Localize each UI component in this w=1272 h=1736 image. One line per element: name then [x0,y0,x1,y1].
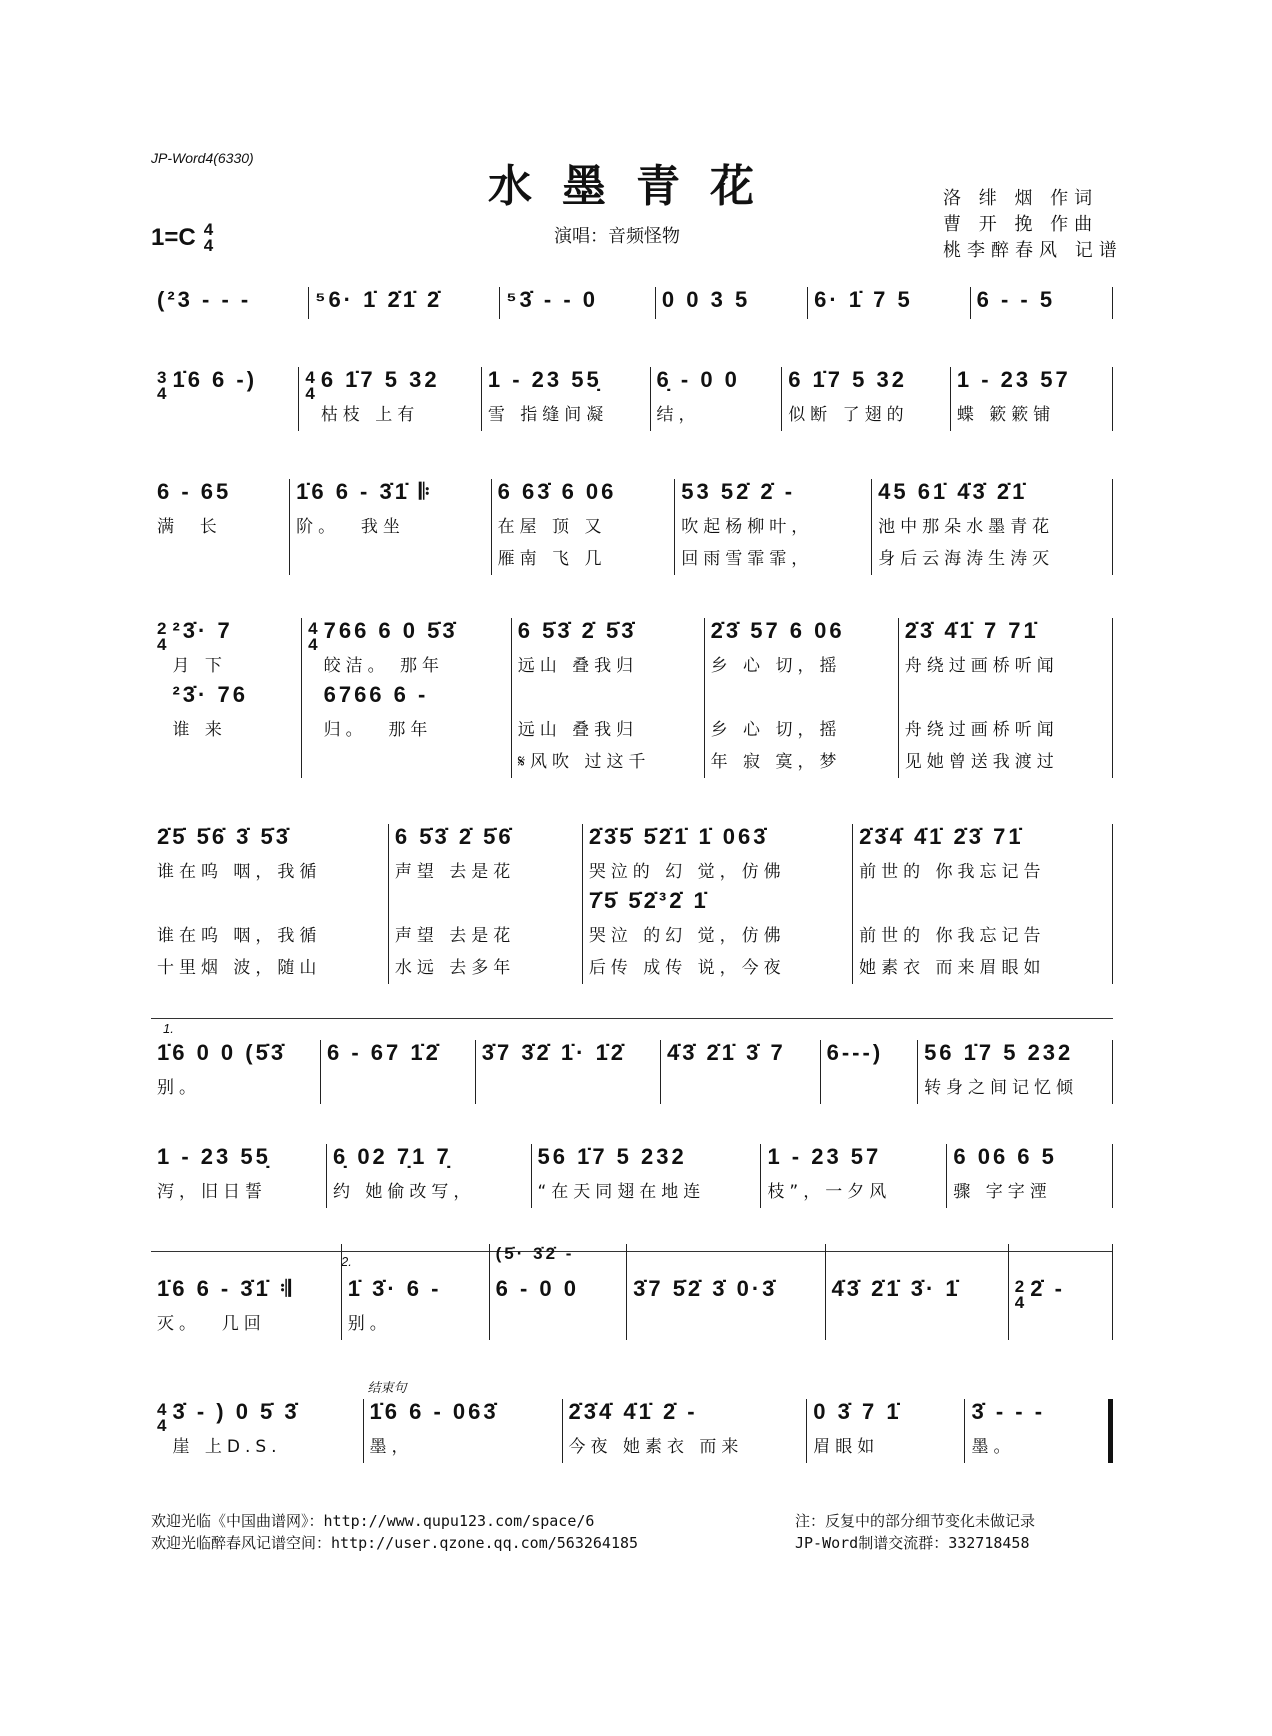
note-line: 1 - 23 57 [956,367,1071,392]
measure [321,1040,476,1104]
measure [705,618,899,778]
lyric-line: 水远 去多年 [394,958,516,978]
lyric-line: 乡 心 切，摇 [710,720,842,740]
note-line: 6 1̇7 5 32 [320,367,440,392]
lyric-line [157,543,283,575]
measure [965,1399,1112,1463]
note-line: ⁵6· 1̇ 2̇1̇ 2̇ [315,287,443,312]
note-line: 4̇3̇ 2̇1̇ 3̇ 7 [666,1040,786,1065]
note-line: 1̇6 6 - 3̇1̇ 𝄆 [296,479,433,504]
note-line: 6 - 0 0 [495,1276,579,1301]
score-row [151,618,1113,778]
lyric-line: 泻，旧日誓 [157,1182,267,1202]
time-top: 4 [203,220,214,239]
note-line: 56 1̇7 5 232 [924,1040,1074,1065]
measure [899,618,1113,778]
note-line: 53 52̇ 2̇ - [681,479,796,504]
lyric-line: 池中那朵水墨青花 [878,517,1055,537]
note-line [395,888,576,920]
note-line: 3̇ - - - [971,1399,1046,1424]
measure [512,618,705,778]
lyric-line: 乡 心 切，摇 [710,656,842,676]
measure [151,287,309,319]
lyric-line [324,746,505,778]
note-line: 2̇3̇ 57 6 06 [710,618,845,643]
measure [583,824,853,984]
measure [482,367,651,431]
lyric-line: 蝶 簌簌铺 [956,405,1056,425]
lyric-line [172,399,292,431]
note-line: 6 63̇ 6 06 [497,479,617,504]
time-signature-digit: 4 [308,619,318,638]
lyric-line: 雪 指缝间凝 [487,405,609,425]
time-signature-change [157,1402,166,1463]
time-signature-digit: 4 [157,635,167,654]
note-line: (²3 - - - [157,287,252,312]
measure [971,287,1113,319]
lyric-line: 崖 上D.S. [172,1437,282,1457]
measure [151,1244,342,1340]
measure [532,1144,762,1208]
note-line: 766 6 0 5̇3̇ [323,618,458,643]
note-line: 6 - 67 1̇2̇ [326,1040,441,1065]
note-line [348,1244,483,1276]
footer-note: 注：反复中的部分细节变化未做记录 [795,1512,1036,1530]
time-signature-change [157,621,166,778]
measure [947,1144,1113,1208]
lyric-line: 月 下 [172,656,227,676]
lyric-line: 舟绕过画桥听闻 [904,720,1059,740]
lyric-line: 结， [656,405,701,425]
note-line [157,1244,335,1276]
lyric-line: 见她曾送我渡过 [904,752,1059,772]
measure [151,1144,327,1208]
measure [151,1399,364,1463]
footer-link-1: 欢迎光临《中国曲谱网》：http://www.qupu123.com/space/6 [151,1512,595,1530]
lyric-line: “在天同翅在地连 [537,1182,706,1202]
lyric-line: 枝”，一夕风 [767,1182,892,1202]
measure [807,1399,965,1463]
note-line: 1 - 23 57 [767,1144,882,1169]
note-line: 45 61̇ 4̇3̇ 2̇1̇ [878,479,1028,504]
note-line: 6 - 65 [157,479,232,504]
note-line [905,682,1106,714]
note-line [711,682,892,714]
measure [327,1144,532,1208]
software-version: JP-Word4(6330) [151,150,254,166]
lyric-line [296,543,485,575]
time-signature-change [157,370,166,431]
note-line: 1̇6 6 - 063̇ [369,1399,499,1424]
note-line: 2̇3̇4̇ 4̇1̇ 2̇3̇ 71̇ [859,824,1024,849]
measure [500,287,656,319]
lyric-line: 回雨雪霏霏， [681,549,814,569]
lyric-line: 枯枝 上有 [320,405,420,425]
measure [808,287,971,319]
lyric-line: 吹起杨柳叶， [681,517,814,537]
time-signature-change [1015,1279,1024,1340]
note-line: 6 - - 5 [976,287,1056,312]
score-row [151,1380,1113,1463]
lyric-line: 归。 那年 [323,720,433,740]
lyric-line: 满 长 [157,517,222,537]
measure [1009,1244,1113,1340]
lyric-line: 雁南 飞 几 [497,549,607,569]
lyric-line: 墨。 [971,1437,1016,1457]
measure [826,1244,1009,1340]
time-signature-digit: 3 [157,368,167,387]
time-signature-digit: 4 [157,1416,167,1435]
note-line: ²3̇· 7 [172,618,233,643]
measure [492,479,676,575]
note-line: 2̇3̇4̇ 4̇1̇ 2̇ - [568,1399,698,1424]
time-signature-digit: 2 [157,619,167,638]
lyric-line: 似断 了翅的 [788,405,909,425]
measure [364,1380,563,1463]
time-signature-digit: 4 [305,368,315,387]
measure [627,1244,825,1340]
lyric-line: 别。 [157,1078,201,1098]
time-signature-digit: 4 [157,1400,167,1419]
measure [761,1144,947,1208]
section-label: 结束句 [367,1380,407,1395]
lyric-line: 灭。 几回 [157,1314,266,1334]
note-line: ²3̇· 76 [172,682,248,707]
time-signature-change [305,370,314,431]
composer-credit: 曹 开 挽 作曲 [943,214,1099,235]
song-title: 水墨青花 [488,161,784,212]
time-bottom: 4 [203,236,214,255]
footer-link-2: 欢迎光临醉春风记谱空间：http://user.qzone.qq.com/563264185 [151,1534,639,1552]
lyric-line: 谁在呜 咽，我循 [157,926,322,946]
note-line: 56 1̇7 5 232 [537,1144,687,1169]
note-line: 6̣ - 0 0 [656,367,740,392]
measure [151,367,299,431]
lyricist-credit: 洛 绯 烟 作词 [943,188,1099,209]
key-signature [151,222,213,254]
lyric-line: 声望 去是花 [394,926,516,946]
note-line [157,888,382,920]
lyric-line: 舟绕过画桥听闻 [904,656,1059,676]
measure [389,824,583,984]
measure [563,1399,808,1463]
score-row [151,824,1113,984]
note-line: 1̇6 6 -) [172,367,258,392]
note-line: 6 1̇7 5 32 [788,367,907,392]
note-line: 6---) [826,1040,884,1065]
lyric-line: 𝄋风吹 过这千 [517,752,651,772]
note-line: 7̇5̇ 5̇2̇³2̇ 1̇ [588,888,709,913]
time-signature-digit: 4 [305,384,315,403]
lyric-line: 今夜 她素衣 而来 [568,1437,744,1457]
lyric-line: 后传 成传 说，今夜 [588,958,786,978]
lyric-line [482,1072,654,1104]
lyric-line [827,1072,911,1104]
lyric-line [667,1072,814,1104]
measure [490,1244,628,1340]
score-row [151,287,1113,319]
measure [476,1040,661,1104]
lyric-line: 谁在呜 咽，我循 [157,862,322,882]
lyric-line: 眉眼如 [813,1437,880,1457]
score-row [151,367,1113,431]
time-signature-digit: 4 [157,384,167,403]
note-line: 1̇6 6 - 3̇1̇ 𝄇 [157,1276,294,1301]
measure [151,1040,321,1104]
lyric-line: 骤 字字湮 [953,1182,1052,1202]
lyric-line: 在屋 顶 又 [497,517,607,537]
measure [302,618,512,778]
measure [656,287,808,319]
lyric-line: 哭泣 的幻 觉，仿佛 [588,926,786,946]
note-line: 2̇3̇ 4̇1̇ 7 71̇ [904,618,1039,643]
time-signature-digit: 4 [308,635,318,654]
measure [309,287,500,319]
lyric-line [832,1308,1002,1340]
note-line: 6̣ 02 7̣1 7̣ [332,1144,452,1169]
score-row [151,1040,1113,1104]
note-line: 1̇6 0 0 (5̇3̇ [157,1040,287,1065]
measure [661,1040,821,1104]
lyric-line [172,746,295,778]
note-line: 6 06 6 5 [953,1144,1057,1169]
note-line: (5̇· 3̇2̇ - [495,1244,575,1263]
footer-group: JP-Word制谱交流群：332718458 [795,1534,1030,1552]
measure [951,367,1113,431]
note-line [859,888,1106,920]
lyric-line: 谁 来 [172,720,227,740]
measure [342,1244,490,1340]
note-line [518,682,698,714]
lyric-line [496,1308,621,1340]
note-line: 3̇7 5̇2̇ 3̇ 0·3̇ [633,1276,778,1301]
lyric-line: 身后云海涛生涛灭 [878,549,1055,569]
time-signature-digit: 4 [1014,1293,1025,1312]
lyric-line: 约 她偷改写， [332,1182,476,1202]
lyric-line: 墨， [369,1437,414,1457]
note-line: 6766 6 - [323,682,429,707]
measure [918,1040,1113,1104]
time-signature [204,222,213,254]
lyric-line: 转身之间记忆倾 [924,1078,1079,1098]
note-line: 2̇ - [1030,1276,1065,1301]
lyric-line: 阶。 我坐 [296,517,405,537]
note-line: 4̇3̇ 2̇1̇ 3̇· 1̇ [831,1276,961,1301]
time-signature-digit: 2 [1014,1277,1025,1296]
measure [651,367,783,431]
note-line: 1̇ 3̇· 6 - [347,1276,442,1301]
lyric-line: 皎洁。 那年 [323,656,444,676]
note-line: 0 3̇ 7 1̇ [813,1399,902,1424]
lyric-line [327,1072,469,1104]
note-line: 6 5̇3̇ 2̇ 5̇3̇ [517,618,637,643]
measure [299,367,482,431]
score-row [151,1244,1113,1340]
note-line: 6· 1̇ 7 5 [814,287,913,312]
measure [151,479,290,575]
transcriber-credit: 桃李醉春风 记谱 [943,240,1123,261]
note-line: 3̇7 3̇2̇ 1̇· 1̇2̇ [481,1040,627,1065]
note-line [1030,1244,1106,1276]
lyric-line [1030,1308,1106,1340]
note-line: 1 - 23 55̣ [487,367,602,392]
time-signature-change [308,621,317,778]
lyric-line: 哭泣的 幻 觉，仿佛 [588,862,786,882]
lyric-line: 别。 [347,1314,392,1334]
measure [853,824,1113,984]
lyric-line: 远山 叠我归 [517,720,639,740]
score-row [151,479,1113,575]
measure [675,479,872,575]
lyric-line: 她素衣 而来眉眼如 [859,958,1046,978]
lyric-line: 前世的 你我忘记告 [859,926,1046,946]
measure [782,367,951,431]
volta-label: 1. [163,1021,174,1036]
volta-bracket [151,1018,1113,1036]
lyric-line: 声望 去是花 [394,862,516,882]
measure [151,618,302,778]
lyric-line: 十里烟 波，随山 [157,958,322,978]
note-line: 3̇ - ) 0 5̇ 3̇ [172,1399,300,1424]
note-line: 0 0 3 5 [661,287,751,312]
note-line [633,1244,818,1276]
note-line: 6 5̇3̇ 2̇ 5̇6̇ [394,824,514,849]
singer: 演唱：音频怪物 [554,226,680,247]
score-row [151,1144,1113,1208]
measure [151,824,389,984]
measure [290,479,492,575]
measure [872,479,1113,575]
measure [821,1040,918,1104]
note-line: ⁵3̇ - - 0 [506,287,598,312]
key: 1=C [151,224,196,251]
note-line: 1 - 23 55̣ [157,1144,271,1169]
lyric-line: 年 寂 寞，梦 [710,752,842,772]
lyric-line [633,1308,818,1340]
note-line: 2̇3̇5̇ 5̇2̇1̇ 1̇ 063̇ [588,824,769,849]
note-line [832,1244,1002,1276]
note-line: 2̇5̇ 5̇6̇ 3̇ 5̇3̇ [157,824,291,849]
volta-label: 2. [341,1254,352,1269]
lyric-line: 远山 叠我归 [517,656,639,676]
lyric-line: 前世的 你我忘记告 [859,862,1046,882]
